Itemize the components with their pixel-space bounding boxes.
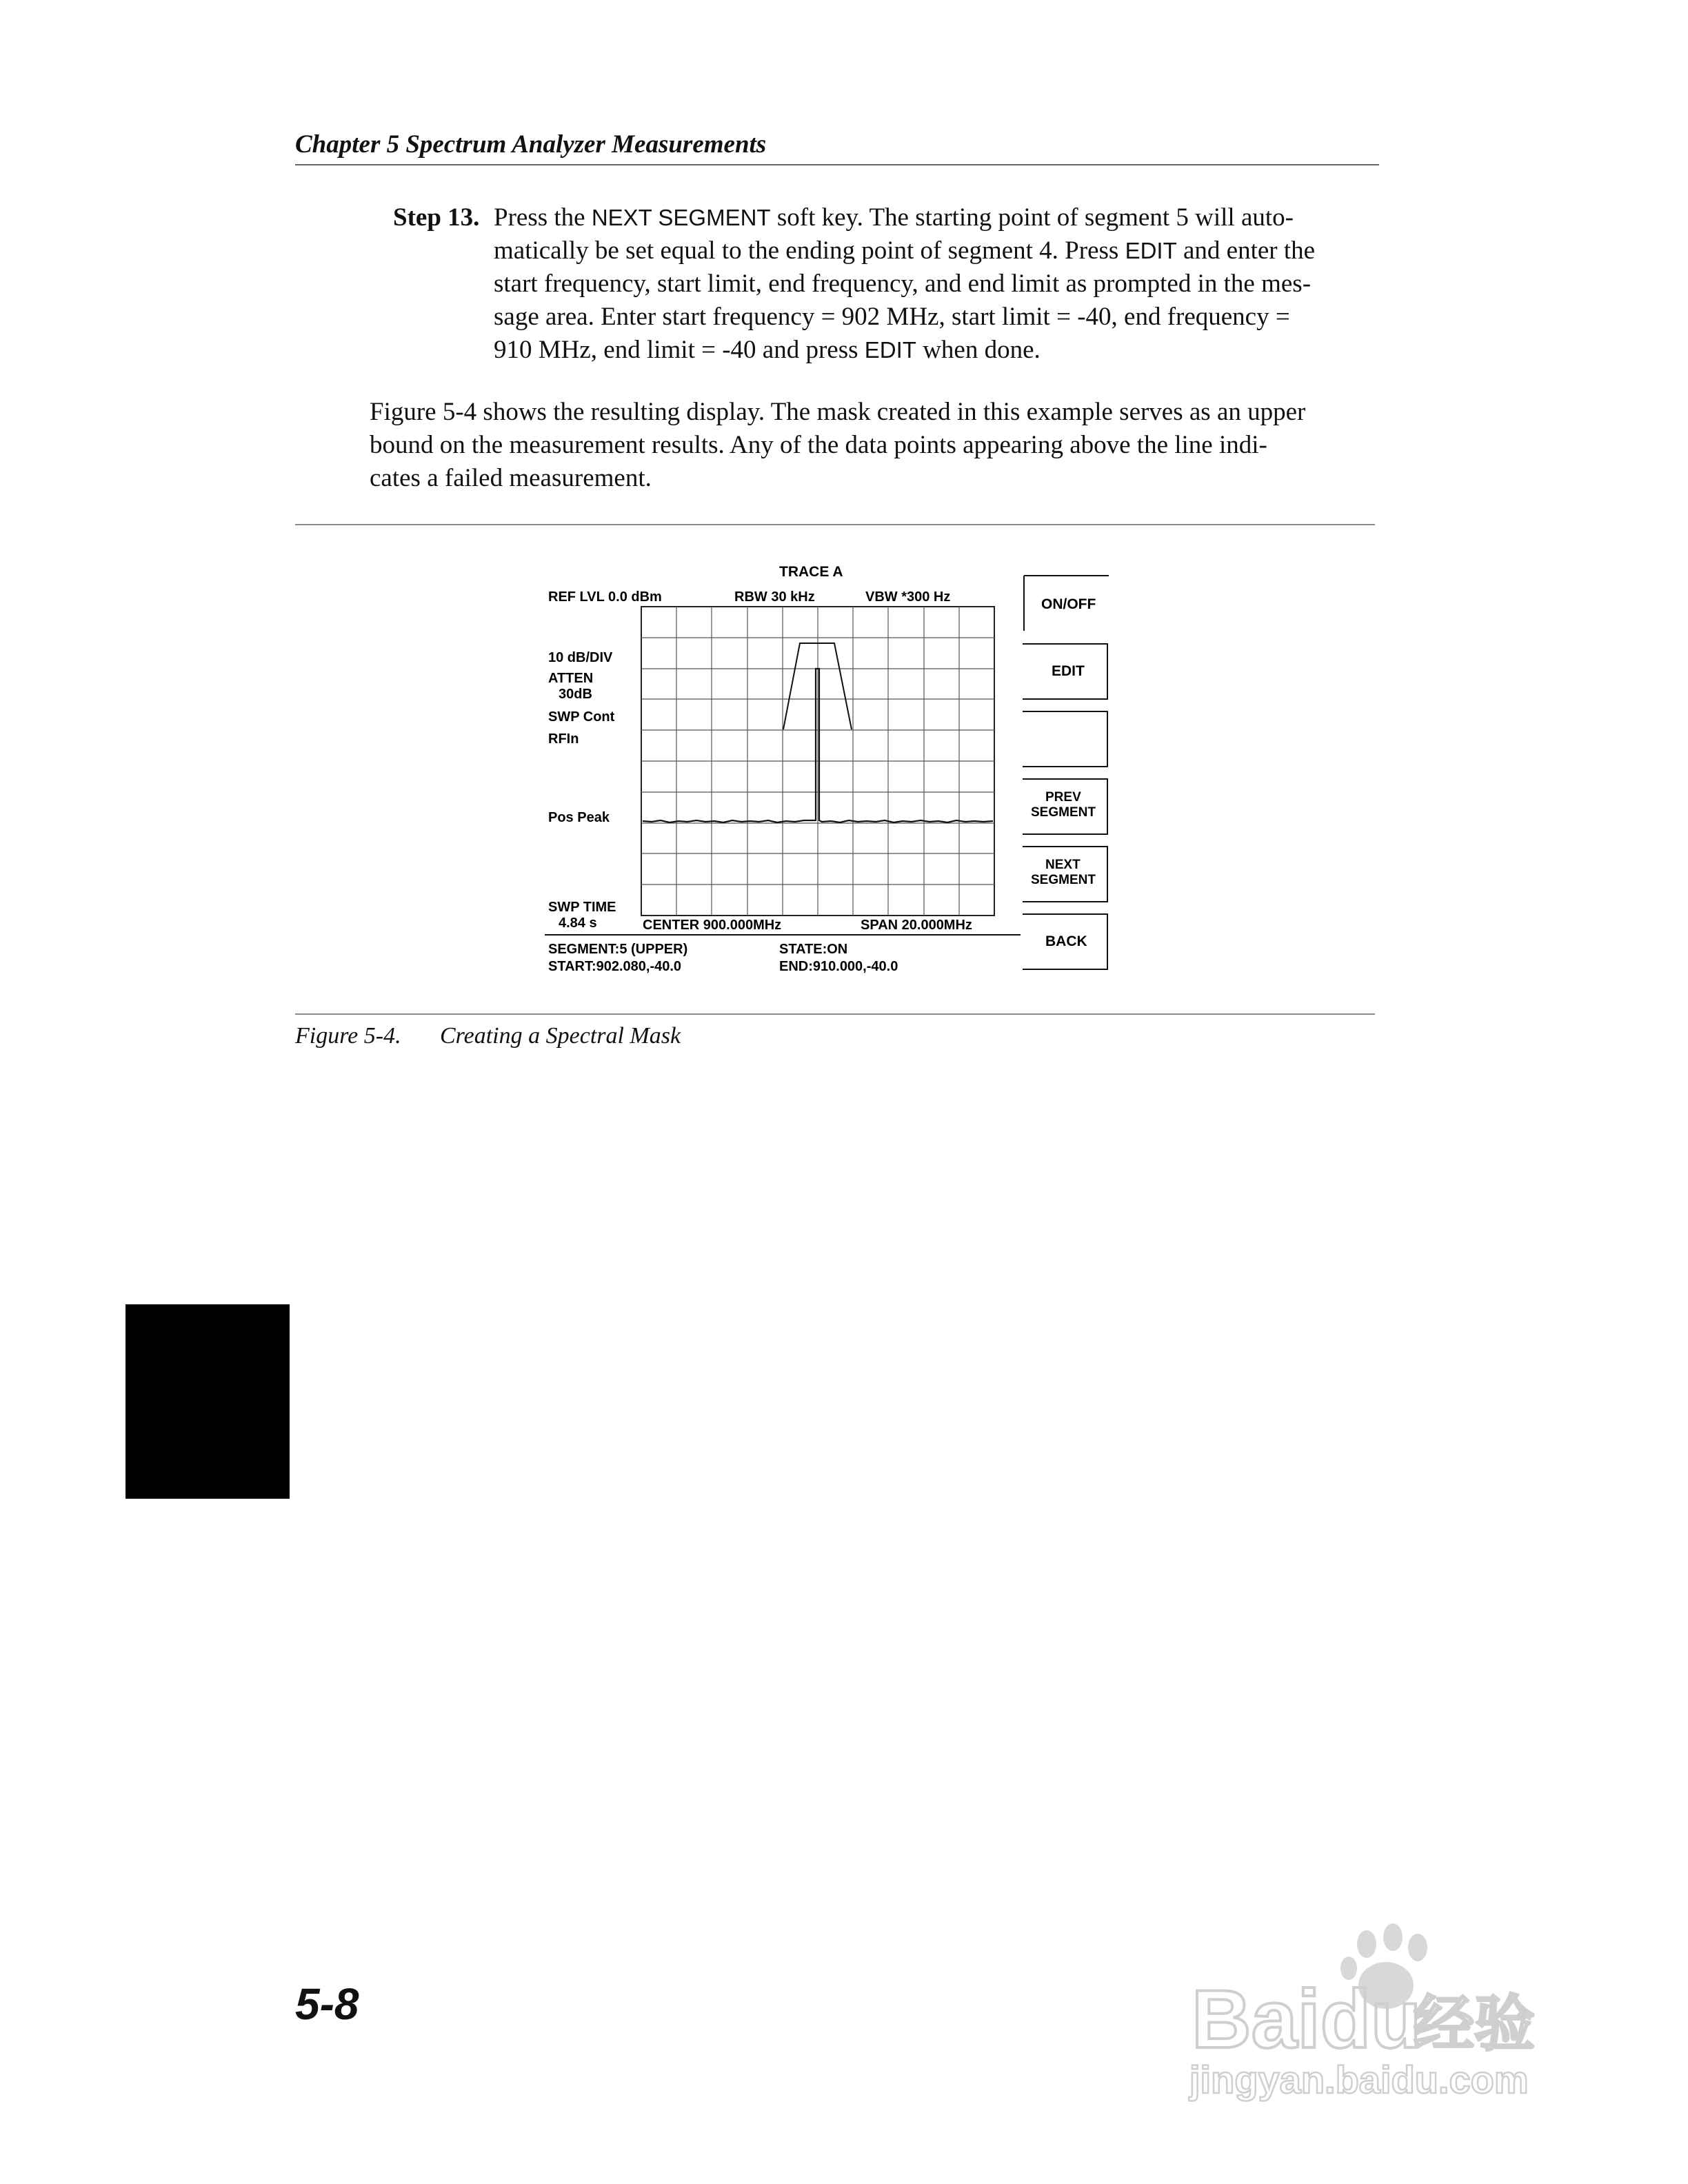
svg-text:ON/OFF: ON/OFF [1041, 596, 1096, 612]
sweep-time-value: 4.84 s [559, 916, 597, 931]
softkey-next-segment[interactable] [1023, 847, 1107, 902]
figure-title: Creating a Spectral Mask [440, 1023, 681, 1049]
figure-number: Figure 5-4. [295, 1023, 401, 1049]
svg-text:EDIT: EDIT [1052, 663, 1085, 679]
step-line-2: matically be set equal to the ending point of segment 4. Press EDIT and enter the [494, 236, 1316, 265]
softkey-prev-segment[interactable] [1023, 779, 1107, 834]
paragraph-line-2: bound on the measurement results. Any of the data points appearing above the line indi- [370, 431, 1267, 459]
graticule [641, 607, 994, 916]
step-line-4: sage area. Enter start frequency = 902 MHz, start limit = -40, end frequency = [494, 303, 1290, 331]
step-line-1: Press the NEXT SEGMENT soft key. The starting point of segment 5 will auto- [494, 203, 1294, 232]
paragraph-line-3: cates a failed measurement. [370, 464, 652, 492]
figure-bottom-rule [295, 1013, 1375, 1015]
sweep-time-label: SWP TIME [548, 900, 616, 915]
rf-input: RFIn [548, 731, 579, 747]
svg-text:BACK: BACK [1045, 933, 1087, 949]
figure-top-rule [295, 524, 1375, 525]
softkey-blank[interactable] [1023, 711, 1107, 767]
softkey-back[interactable] [1023, 914, 1107, 969]
edit-key-ref: EDIT [1125, 238, 1177, 263]
step-text [494, 201, 1383, 367]
start-message: START:902.080,-40.0 [548, 959, 682, 974]
segment-message: SEGMENT:5 (UPPER) [548, 942, 688, 957]
svg-text:PREV: PREV [1045, 790, 1081, 805]
next-segment-key-ref: NEXT SEGMENT [591, 205, 771, 230]
body-paragraph [370, 396, 1390, 495]
figure-caption [295, 1023, 681, 1049]
atten-value: 30dB [559, 687, 592, 702]
softkey-onoff[interactable] [1024, 576, 1109, 631]
svg-text:SEGMENT: SEGMENT [1031, 873, 1096, 887]
watermark-brand: Baidu [1192, 1973, 1422, 2065]
paragraph-line-1: Figure 5-4 shows the resulting display. The mask created in this example serves as an upper [370, 398, 1306, 426]
sweep-mode: SWP Cont [548, 709, 615, 725]
page-number: 5-8 [295, 1979, 359, 2029]
edit-key-ref: EDIT [864, 337, 916, 363]
scale-label: 10 dB/DIV [548, 650, 613, 665]
state-message: STATE:ON [779, 942, 848, 957]
chapter-thumb-tab [125, 1304, 290, 1499]
end-message: END:910.000,-40.0 [779, 959, 898, 974]
atten-label: ATTEN [548, 671, 594, 686]
step-line-3: start frequency, start limit, end frequency, and end limit as prompted in the mes- [494, 270, 1312, 298]
step-label: Step 13. [393, 203, 480, 232]
watermark-cn: 经验 [1414, 1990, 1536, 2058]
rbw-readout: RBW 30 kHz [734, 589, 815, 605]
svg-text:NEXT: NEXT [1045, 858, 1081, 872]
trace-label: TRACE A [779, 564, 843, 580]
step-line-5: 910 MHz, end limit = -40 and press EDIT when done. [494, 336, 1041, 364]
center-frequency: CENTER 900.000MHz [643, 918, 782, 933]
softkey-edit[interactable] [1023, 644, 1107, 699]
svg-text:SEGMENT: SEGMENT [1031, 805, 1096, 820]
span-readout: SPAN 20.000MHz [861, 918, 972, 933]
ref-level: REF LVL 0.0 dBm [548, 589, 662, 605]
header-rule [295, 164, 1379, 165]
detector-mode: Pos Peak [548, 810, 610, 825]
baidu-jingyan-watermark [1186, 1910, 1586, 2103]
watermark-url: jingyan.baidu.com [1189, 2058, 1529, 2101]
spectrum-analyzer-screen [538, 552, 1131, 1000]
chapter-header: Chapter 5 Spectrum Analyzer Measurements [295, 130, 767, 159]
vbw-readout: VBW *300 Hz [865, 589, 951, 605]
